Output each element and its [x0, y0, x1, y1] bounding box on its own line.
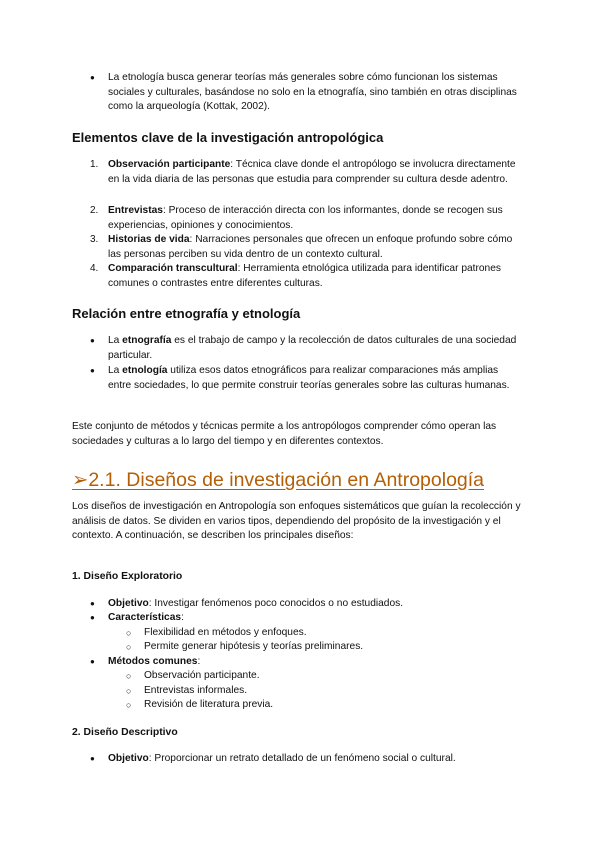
subsection-heading: 2. Diseño Descriptivo: [72, 727, 178, 738]
bullet-text: La etnografía es el trabajo de campo y la recolección de datos culturales de una sociedad particular.: [108, 335, 517, 361]
list-item: [90, 655, 530, 670]
section-heading: Elementos clave de la investigación antropológica: [72, 130, 384, 145]
circle-bullet-icon: ○: [126, 686, 132, 696]
list-item: [90, 204, 530, 233]
term: Entrevistas: [108, 205, 163, 216]
term: Métodos comunes: [108, 656, 198, 667]
term: Observación participante: [108, 159, 231, 170]
sub-bullet-text: Observación participante.: [144, 670, 260, 681]
bullet-icon: ●: [90, 613, 95, 622]
bullet-icon: ●: [90, 657, 95, 666]
bullet-text: Objetivo: Investigar fenómenos poco conocidos o no estudiados.: [108, 598, 404, 609]
sub-bullet-text: Revisión de literatura previa.: [144, 699, 274, 710]
circle-bullet-icon: ○: [126, 671, 132, 681]
term: etnología: [122, 365, 168, 376]
bullet-text: Características:: [108, 612, 184, 623]
bullet-text: Métodos comunes:: [108, 656, 201, 667]
list-item: [90, 158, 530, 187]
list-item: [90, 233, 530, 262]
sub-bullet-text: Flexibilidad en métodos y enfoques.: [144, 627, 307, 638]
bullet-icon: ●: [90, 73, 95, 82]
bullet-icon: ●: [90, 336, 95, 345]
sub-list-item: [126, 698, 526, 713]
list-item: [90, 71, 530, 115]
term: Comparación transcultural: [108, 263, 238, 274]
sub-list-item: [126, 684, 526, 699]
list-number: 2.: [90, 205, 99, 216]
list-item: [90, 611, 530, 626]
list-number: 3.: [90, 234, 99, 245]
list-item: [90, 752, 530, 767]
sub-list-item: [126, 669, 526, 684]
bullet-icon: ●: [90, 754, 95, 763]
list-number: 1.: [90, 159, 99, 170]
section-heading: Relación entre etnografía y etnología: [72, 306, 301, 321]
term: Objetivo: [108, 598, 149, 609]
paragraph: Los diseños de investigación en Antropología son enfoques sistemáticos que guían la recolección y análisis de datos. Se dividen en varios tipos, dependiendo del propósito de la investigación y el contexto. A continuación, se describen los principales diseños:: [72, 501, 521, 542]
list-text: Entrevistas: Proceso de interacción directa con los informantes, donde se recogen sus experiencias, opiniones y conocimientos.: [108, 205, 503, 231]
bullet-icon: ●: [90, 599, 95, 608]
sub-bullet-text: Entrevistas informales.: [144, 685, 248, 696]
term: etnografía: [122, 335, 172, 346]
bullet-icon: ●: [90, 366, 95, 375]
list-item: [90, 334, 530, 363]
bullet-text: Objetivo: Proporcionar un retrato detallado de un fenómeno social o cultural.: [108, 753, 456, 764]
bullet-text: La etnología utiliza esos datos etnográficos para realizar comparaciones más amplias entre sociedades, lo que permite construir teorías generales sobre las culturas humanas.: [108, 365, 510, 391]
term: Características: [108, 612, 182, 623]
paragraph: Este conjunto de métodos y técnicas permite a los antropólogos comprender cómo operan las sociedades y culturas a lo largo del tiempo y en diferentes contextos.: [72, 421, 497, 447]
subsection-heading: 1. Diseño Exploratorio: [72, 571, 183, 582]
section-title: ➢2.1. Diseños de investigación en Antropología: [72, 469, 485, 491]
circle-bullet-icon: ○: [126, 700, 132, 710]
list-text: Historias de vida: Narraciones personales que ofrecen un enfoque profundo sobre cómo las personas perciben su vida dentro de un contexto cultural.: [108, 234, 513, 260]
list-item: [90, 597, 530, 612]
list-text: Comparación transcultural: Herramienta etnológica utilizada para identificar patrones comunes o contrastes entre diferentes culturas.: [108, 263, 501, 289]
sub-list-item: [126, 626, 526, 641]
term: Objetivo: [108, 753, 149, 764]
bullet-text: La etnología busca generar teorías más generales sobre cómo funcionan los sistemas sociales y culturales, basándose no solo en la etnografía, sino también en otras disciplinas como la arqueología (Kottak, 2002).: [108, 72, 517, 113]
list-text: Observación participante: Técnica clave donde el antropólogo se involucra directamente en la vida diaria de las personas que estudia para comprender su cultura desde adentro.: [108, 159, 516, 185]
list-item: [90, 262, 530, 291]
term: Historias de vida: [108, 234, 190, 245]
circle-bullet-icon: ○: [126, 628, 132, 638]
list-item: [90, 364, 530, 393]
sub-list-item: [126, 640, 526, 655]
circle-bullet-icon: ○: [126, 642, 132, 652]
sub-bullet-text: Permite generar hipótesis y teorías preliminares.: [144, 641, 364, 652]
list-number: 4.: [90, 263, 99, 274]
